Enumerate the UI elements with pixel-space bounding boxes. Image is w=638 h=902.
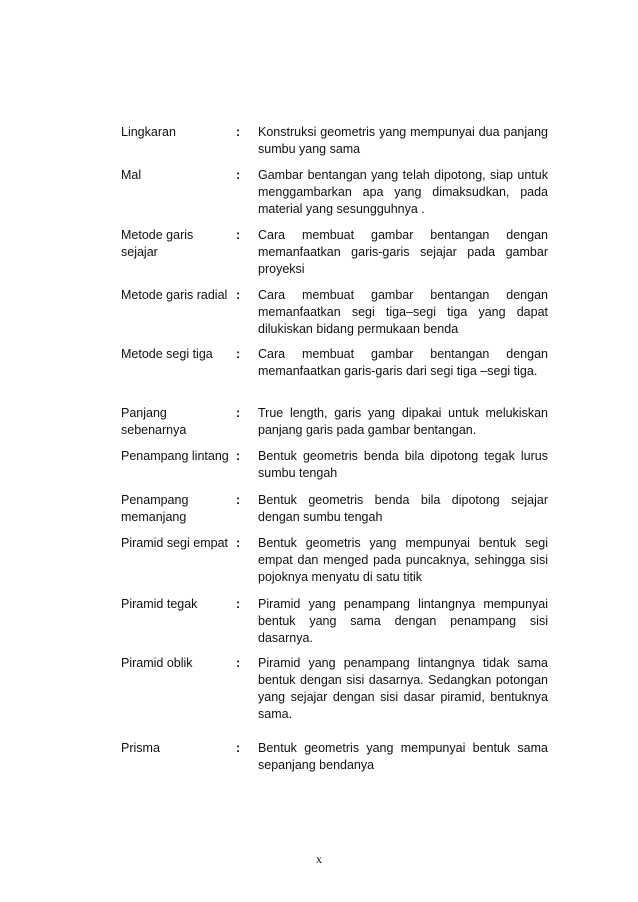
glossary-separator: : bbox=[236, 656, 241, 670]
glossary-separator: : bbox=[236, 536, 241, 550]
glossary-separator: : bbox=[236, 406, 241, 420]
glossary-definition: Cara membuat gambar bentangan dengan memanfaatkan segi tiga–segi tiga yang dapat dilukiskan bidang permukaan benda bbox=[258, 288, 548, 336]
glossary-definition: Bentuk geometris benda bila dipotong tegak lurus sumbu tengah bbox=[258, 449, 548, 480]
glossary-definition: Konstruksi geometris yang mempunyai dua panjang sumbu yang sama bbox=[258, 125, 548, 156]
glossary-separator: : bbox=[236, 228, 241, 242]
glossary-definition: Bentuk geometris benda bila dipotong sejajar dengan sumbu tengah bbox=[258, 493, 548, 524]
glossary-term: Piramid tegak bbox=[121, 597, 198, 611]
glossary-term: Prisma bbox=[121, 741, 160, 755]
glossary-separator: : bbox=[236, 741, 241, 755]
glossary-term: Piramid segi empat bbox=[121, 536, 228, 550]
glossary-separator: : bbox=[236, 168, 241, 182]
glossary-definition: Bentuk geometris yang mempunyai bentuk sama sepanjang bendanya bbox=[258, 741, 548, 772]
glossary-term: Metode segi tiga bbox=[121, 347, 213, 361]
glossary-term: Lingkaran bbox=[121, 125, 176, 139]
glossary-separator: : bbox=[236, 449, 241, 463]
glossary-term: Penampang lintang bbox=[121, 449, 229, 463]
glossary-definition: Bentuk geometris yang mempunyai bentuk segi empat dan menged pada puncaknya, sehingga sisi pojoknya menyatu di satu titik bbox=[258, 536, 548, 584]
glossary-definition: Cara membuat gambar bentangan dengan memanfaatkan garis-garis dari segi tiga –segi tiga. bbox=[258, 347, 548, 378]
page-number: x bbox=[316, 852, 322, 866]
glossary-term: Piramid oblik bbox=[121, 656, 193, 670]
glossary-definition: Gambar bentangan yang telah dipotong, siap untuk menggambarkan apa yang dimaksudkan, pada material yang sesungguhnya . bbox=[258, 168, 548, 216]
glossary-definition: Piramid yang penampang lintangnya mempunyai bentuk yang sama dengan penampang sisi dasarnya. bbox=[258, 597, 548, 645]
glossary-term: Panjang sebenarnya bbox=[121, 406, 187, 437]
glossary-definition: Piramid yang penampang lintangnya tidak sama bentuk dengan sisi dasarnya. Sedangkan potongan yang sejajar dengan sisi dasar piramid, bentuknya sama. bbox=[258, 656, 548, 721]
glossary-term: Penampang memanjang bbox=[121, 493, 189, 524]
glossary-definition: Cara membuat gambar bentangan dengan memanfaatkan garis-garis sejajar pada gambar proyeksi bbox=[258, 228, 548, 276]
glossary-separator: : bbox=[236, 347, 241, 361]
glossary-term: Mal bbox=[121, 168, 142, 182]
glossary-separator: : bbox=[236, 125, 241, 139]
glossary-definition: True length, garis yang dipakai untuk melukiskan panjang garis pada gambar bentangan. bbox=[258, 406, 548, 437]
glossary-term: Metode garis radial bbox=[121, 288, 228, 302]
glossary-term: Metode garis sejajar bbox=[121, 228, 194, 259]
glossary-separator: : bbox=[236, 493, 241, 507]
glossary-separator: : bbox=[236, 597, 241, 611]
glossary-separator: : bbox=[236, 288, 241, 302]
